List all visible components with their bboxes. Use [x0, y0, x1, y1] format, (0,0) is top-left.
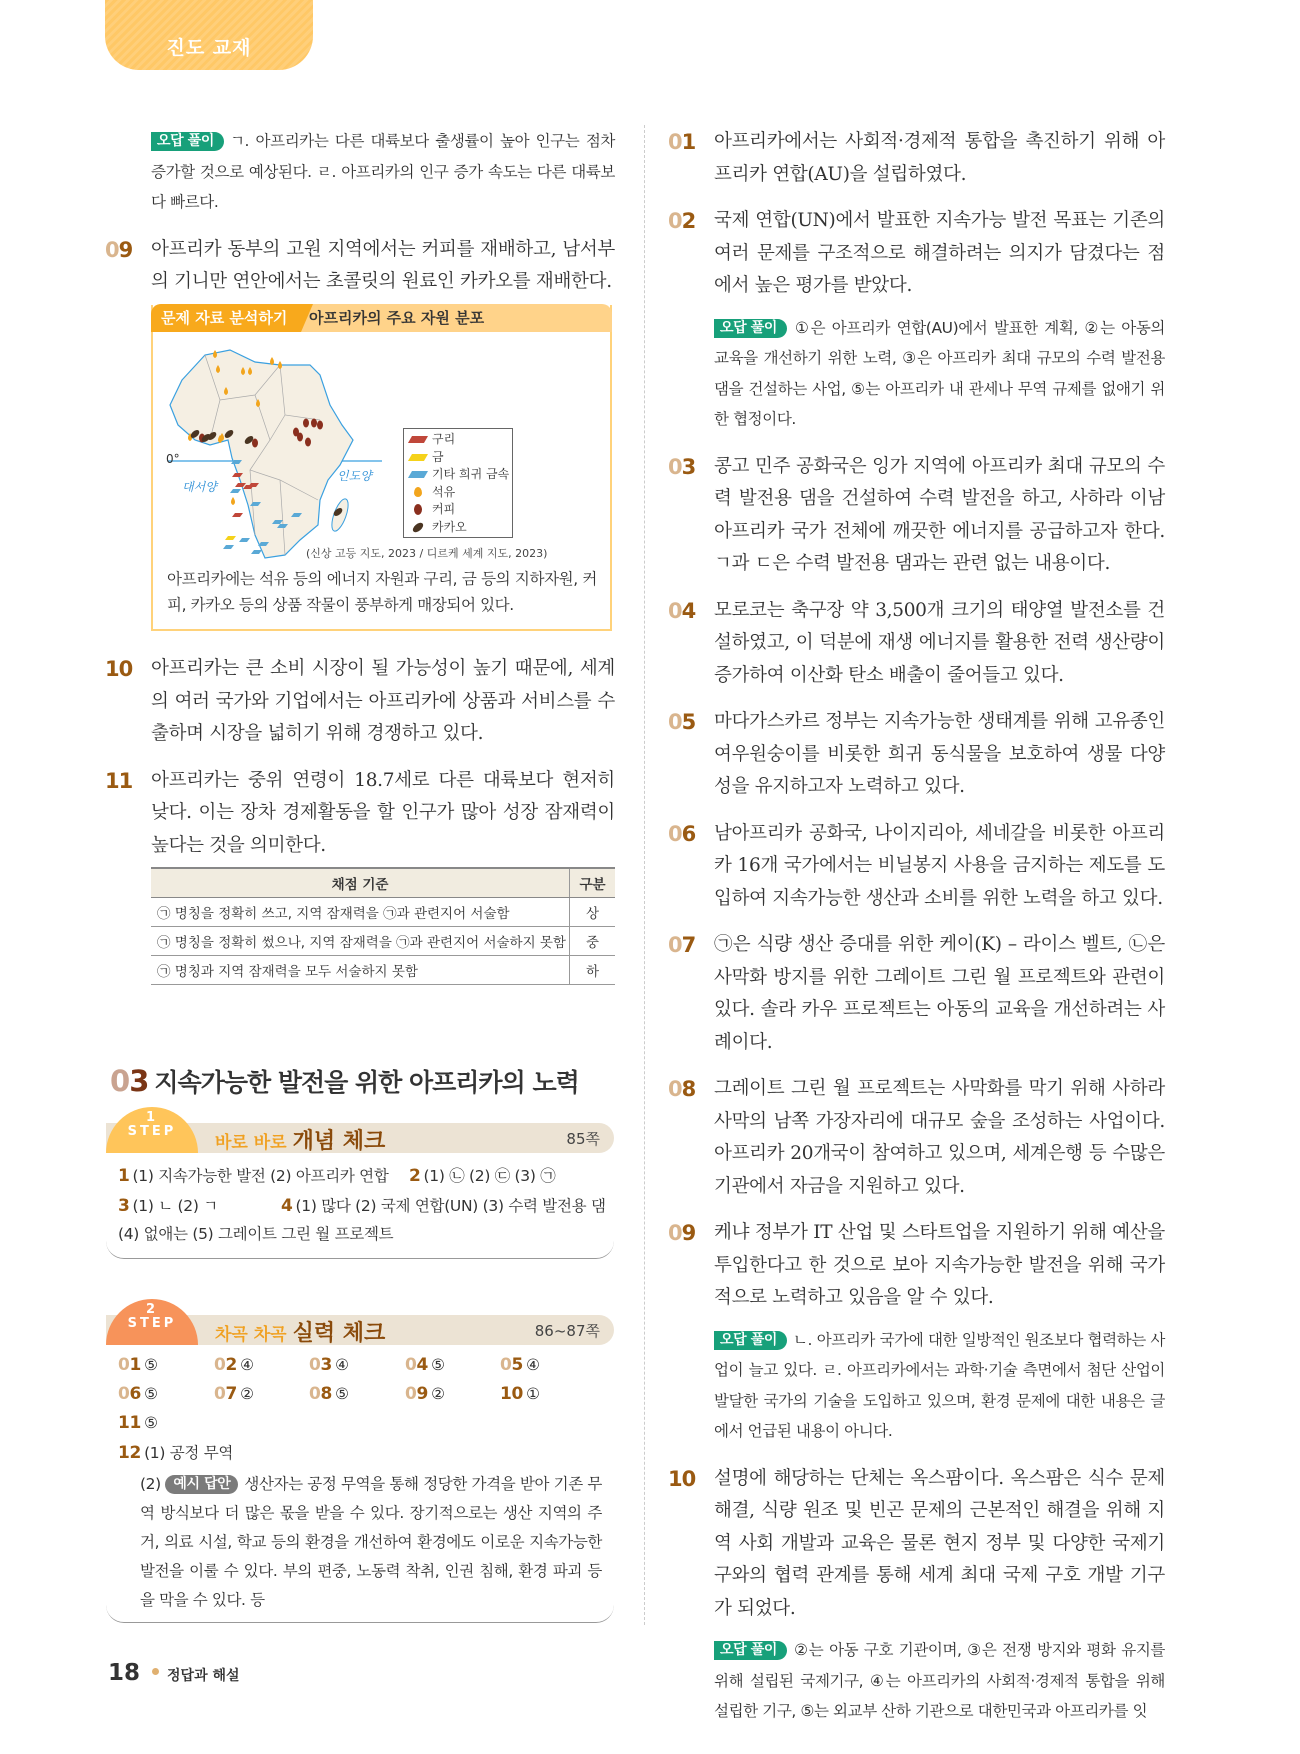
africa-outline — [170, 350, 353, 558]
legend-item: 구리 — [410, 431, 512, 449]
equator-label: 0° — [166, 452, 180, 466]
wrong-answer-note: 오답 풀이 ①은 아프리카 연합(AU)에서 발표한 계획, ②는 아동의 교육을 개선하기 위한 노력, ③은 아프리카 최대 규모의 수력 발전용 댐을 건설하는 사업, ⑤는 아프리카 내 관세나 무역 규제를 없애기 위한 협정이다. — [714, 318, 1165, 428]
coffee-marker-icon — [252, 439, 258, 448]
data-box-header — [151, 304, 612, 332]
page-number: 18 — [108, 1660, 141, 1686]
item-number: 10 — [105, 657, 133, 681]
oil-marker-icon — [270, 357, 274, 365]
legend-item: 금 — [410, 449, 512, 467]
answer-item-10: 10 설명에 해당하는 단체는 옥스팜이다. 옥스팜은 식수 문제 해결, 식량 원조 및 빈곤 문제의 근본적인 해결을 위해 지역 사회 개발과 교육은 물론 현지 정부 및 다양한 국제기구와의 협력 관계를 통해 세계 최대 국제 구호 개발 기구가 되었다. — [668, 1463, 1165, 1626]
section-number: 03 — [110, 1064, 149, 1098]
wrong-answer-badge: 오답 풀이 — [714, 1331, 787, 1350]
legend-swatch-icon — [408, 454, 428, 461]
column-divider — [644, 125, 645, 1625]
answer-item-09: 09 아프리카 동부의 고원 지역에서는 커피를 재배하고, 남서부의 기니만 연안에서는 초콜릿의 원료인 카카오를 재배한다. — [105, 234, 615, 299]
indian-ocean-label: 인도양 — [337, 469, 372, 483]
coffee-marker-icon — [303, 419, 309, 428]
item-number: 11 — [105, 768, 133, 793]
footer-label: 정답과 해설 — [167, 1668, 240, 1684]
concept-answer-1: 1 (1) 지속가능한 발전 (2) 아프리카 연합 — [118, 1166, 389, 1186]
concept-answer-4-cont: (4) 없애는 (5) 그레이트 그린 월 프로젝트 — [118, 1225, 394, 1243]
oil-marker-icon — [231, 497, 235, 505]
concept-answer-4: 4 (1) 많다 (2) 국제 연합(UN) (3) 수력 발전용 댐 — [281, 1196, 606, 1216]
item-number: 06 — [668, 821, 696, 846]
data-box-label: 문제 자료 분석하기 — [151, 304, 301, 332]
step2-title: 차곡 차곡 실력 체크 — [215, 1321, 386, 1346]
item-number: 07 — [668, 933, 696, 957]
legend-item: 커피 — [410, 501, 512, 519]
header-criteria: 채점 기준 — [151, 868, 570, 898]
bullet-dot — [152, 1668, 159, 1675]
example-answer-badge: 예시 답안 — [165, 1475, 238, 1494]
wrong-answer-note: 오답 풀이 ②는 아동 구호 기관이며, ③은 전쟁 방지와 평화 유지를 위해 설립된 국제기구, ④는 아프리카의 사회적·경제적 통합을 위해 설립한 기구, ⑤는 외교부 산하 기관으로 대한민국과 아프리카를 잇 — [714, 1641, 1165, 1720]
answer-item-02: 02 국제 연합(UN)에서 발표한 지속가능 발전 목표는 기존의 여러 문제를 구조적으로 해결하려는 의지가 담겼다는 점에서 높은 평가를 받았다. — [668, 205, 1165, 303]
skill-answer: 05 ④ — [500, 1355, 540, 1375]
step2-badge: 2 STEP — [106, 1299, 198, 1345]
table-row: ㉠ 명칭을 정확히 쓰고, 지역 잠재력을 ㉠과 관련지어 서술함 상 — [151, 898, 615, 927]
skill-answer: 03 ④ — [309, 1355, 349, 1375]
rare-metal-marker-icon — [239, 538, 250, 542]
table-header-row — [151, 868, 615, 898]
map-source: (신상 고등 지도, 2023 / 디르케 세계 지도, 2023) — [306, 547, 548, 560]
answer-item-03: 03 콩고 민주 공화국은 잉가 지역에 아프리카 최대 규모의 수력 발전용 댐을 건설하여 수력 발전을 하고, 사하라 이남 아프리카 국가 전체에 깨끗한 에너지를 공급하고자 한다. ㄱ과 ㄷ은 수력 발전용 댐과는 관련 없는 내용이다. — [668, 451, 1165, 581]
skill-answer: 08 ⑤ — [309, 1384, 349, 1404]
step2-bottom-curve — [106, 1604, 614, 1623]
concept-answer-2: 2 (1) ㉡ (2) ㉢ (3) ㉠ — [409, 1166, 556, 1186]
wrong-answer-badge: 오답 풀이 — [714, 1641, 787, 1660]
atlantic-label: 대서양 — [182, 480, 217, 494]
answer-item-09: 09 케냐 정부가 IT 산업 및 스타트업을 지원하기 위해 예산을 투입한다고 한 것으로 보아 지속가능한 발전을 위해 국가적으로 노력하고 있음을 알 수 있다. — [668, 1217, 1165, 1315]
answer-item-08: 08 그레이트 그린 월 프로젝트는 사막화를 막기 위해 사하라 사막의 남쪽 가장자리에 대규모 숲을 조성하는 사업이다. 아프리카 20개국이 참여하고 있으며, 세계은행 등 수많은 기관에서 자금을 지원하고 있다. — [668, 1073, 1165, 1203]
answer-item-06: 06 남아프리카 공화국, 나이지리아, 세네갈을 비롯한 아프리카 16개 국가에서는 비닐봉지 사용을 금지하는 제도를 도입하여 지속가능한 생산과 소비를 위한 노력을 하고 있다. — [668, 818, 1165, 916]
item-number: 02 — [668, 209, 696, 233]
skill-answer: 09 ② — [405, 1384, 445, 1404]
step1-title: 바로 바로 개념 체크 — [215, 1129, 386, 1154]
left-column — [105, 126, 615, 313]
page-footer — [108, 1660, 240, 1686]
table-row: ㉠ 명칭과 지역 잠재력을 모두 서술하지 못함 하 — [151, 956, 615, 985]
skill-answer-12-2: (2) 예시 답안 생산자는 공정 무역을 통해 정당한 가격을 받아 기존 무역 방식보다 더 많은 몫을 받을 수 있다. 장기적으로는 생산 지역의 주거, 의료 시설, 학교 등의 환경을 개선하여 환경에도 이로운 지속가능한 발전을 이룰 수 있다. 부의 편중, 노동력 착취, 인권 침해, 환경 파괴 등을 막을 수 있다. 등 — [140, 1475, 603, 1609]
item-number: 09 — [668, 1221, 696, 1245]
skill-answer-12-1: 12 (1) 공정 무역 — [118, 1443, 234, 1463]
coffee-marker-icon — [305, 438, 311, 447]
rare-metal-marker-icon — [223, 545, 234, 549]
table-row: ㉠ 명칭을 정확히 썼으나, 지역 잠재력을 ㉠과 관련지어 서술하지 못함 중 — [151, 927, 615, 956]
item-number: 10 — [668, 1466, 696, 1491]
coffee-marker-icon — [317, 421, 323, 430]
madagascar — [329, 497, 352, 533]
legend-swatch-icon — [411, 521, 425, 534]
coffee-marker-icon — [297, 433, 303, 442]
legend-item: 기타 희귀 금속 — [410, 466, 512, 484]
legend-swatch-icon — [408, 471, 428, 478]
rubric-table — [151, 867, 615, 985]
item-number: 09 — [105, 237, 133, 262]
answer-item-01: 01 아프리카에서는 사회적·경제적 통합을 촉진하기 위해 아프리카 연합(AU)을 설립하였다. — [668, 126, 1165, 191]
skill-answer: 01 ⑤ — [118, 1355, 158, 1375]
legend-swatch-icon — [408, 436, 428, 443]
section-title: 03 지속가능한 발전을 위한 아프리카의 노력 — [110, 1064, 579, 1098]
gold-marker-icon — [225, 536, 236, 540]
answer-item-11: 11 아프리카는 중위 연령이 18.7세로 다른 대륙보다 현저히 낮다. 이는 장차 경제활동을 할 인구가 많아 성장 잠재력이 높다는 것을 의미한다. — [105, 765, 615, 863]
wrong-answer-note: 오답 풀이 ㄴ. 아프리카 국가에 대한 일방적인 원조보다 협력하는 사업이 늘고 있다. ㄹ. 아프리카에서는 과학·기술 측면에서 첨단 산업이 발달한 국가의 기술을 도입하고 있으며, 환경 문제에 대한 내용은 글에서 언급된 내용이 아니다. — [714, 1330, 1165, 1440]
concept-answer-3: 3 (1) ㄴ (2) ㄱ — [118, 1196, 218, 1216]
answer-item-04: 04 모로코는 축구장 약 3,500개 크기의 태양열 발전소를 건설하였고, 이 덕분에 재생 에너지를 활용한 전력 생산량이 증가하여 이산화 탄소 배출이 줄어들고 있다. — [668, 595, 1165, 693]
rare-metal-marker-icon — [251, 550, 262, 554]
skill-answer: 04 ⑤ — [405, 1355, 445, 1375]
header-tab: 진도 교재 — [105, 0, 313, 70]
step1-page: 85쪽 — [566, 1130, 600, 1148]
data-box-title: 아프리카의 주요 자원 분포 — [309, 309, 485, 327]
skill-answer: 06 ⑤ — [118, 1384, 158, 1404]
africa-resource-map — [160, 340, 400, 565]
legend-swatch-icon — [414, 487, 422, 497]
legend-swatch-icon — [414, 504, 422, 515]
item-number: 01 — [668, 130, 696, 154]
wrong-answer-badge: 오답 풀이 — [151, 132, 224, 151]
item-number: 08 — [668, 1077, 696, 1101]
item-number: 05 — [668, 710, 696, 734]
legend-item: 석유 — [410, 484, 512, 502]
step2-page: 86~87쪽 — [534, 1322, 600, 1340]
legend-item: 카카오 — [410, 519, 512, 537]
wrong-answer-note: 오답 풀이 ㄱ. 아프리카는 다른 대륙보다 출생률이 높아 인구는 점차 증가할 것으로 예상된다. ㄹ. 아프리카의 인구 증가 속도는 다른 대륙보다 빠르다. — [151, 132, 615, 211]
answer-item-07: 07 ㉠은 식량 생산 증대를 위한 케이(K) – 라이스 벨트, ㉡은 사막화 방지를 위한 그레이트 그린 월 프로젝트와 관련이 있다. 솔라 카우 프로젝트는 아동의 교육을 개선하려는 사례이다. — [668, 929, 1165, 1059]
answer-item-05: 05 마다가스카르 정부는 지속가능한 생태계를 위해 고유종인 여우원숭이를 비롯한 희귀 동식물을 보호하여 생물 다양성을 유지하고자 노력하고 있다. — [668, 706, 1165, 804]
left-column-cont — [105, 653, 615, 876]
map-legend — [403, 428, 513, 538]
skill-answer: 10 ① — [500, 1384, 540, 1404]
item-number: 03 — [668, 454, 696, 479]
step1-bottom-curve — [106, 1240, 614, 1259]
rare-metal-marker-icon — [230, 489, 241, 493]
skill-answer: 11 ⑤ — [118, 1413, 158, 1433]
coffee-marker-icon — [311, 419, 317, 428]
skill-answer: 02 ④ — [214, 1355, 254, 1375]
answer-item-10: 10 아프리카는 큰 소비 시장이 될 가능성이 높기 때문에, 세계의 여러 국가와 기업에서는 아프리카에 상품과 서비스를 수출하며 시장을 넓히기 위해 경쟁하고 있다. — [105, 653, 615, 751]
item-number: 04 — [668, 598, 696, 623]
oil-marker-icon — [278, 361, 282, 369]
step1-badge: 1 STEP — [106, 1107, 198, 1153]
skill-answer: 07 ② — [214, 1384, 254, 1404]
oil-marker-icon — [213, 350, 217, 358]
data-box-caption: 아프리카에는 석유 등의 에너지 자원과 구리, 금 등의 지하자원, 커피, 카카오 등의 상품 작물이 풍부하게 매장되어 있다. — [167, 570, 597, 614]
wrong-answer-badge: 오답 풀이 — [714, 319, 787, 338]
right-column — [668, 126, 1165, 1743]
copper-marker-icon — [232, 513, 243, 517]
header-grade: 구분 — [570, 868, 616, 898]
